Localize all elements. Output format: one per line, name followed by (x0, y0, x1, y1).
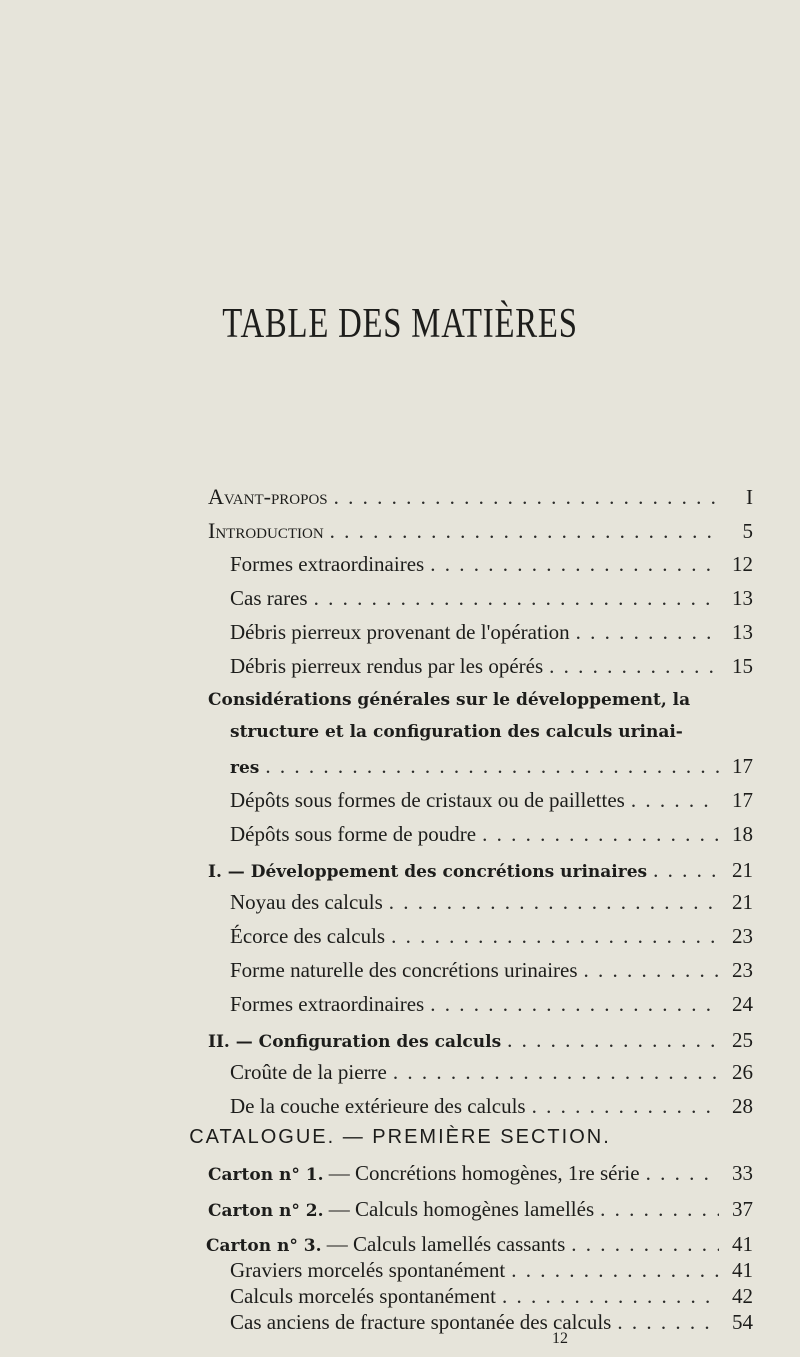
toc-carton-2 (208, 1197, 753, 1222)
toc-entry-page: 26 (732, 1060, 753, 1084)
toc-entry-label: Dépôts sous forme de poudre (230, 822, 477, 846)
toc-entry (230, 1284, 753, 1309)
carton-title: — Calculs homogènes lamellés (323, 1197, 595, 1221)
toc-entry (230, 1258, 753, 1283)
toc-entry (230, 586, 753, 611)
toc-entry-label (206, 1232, 565, 1257)
toc-entry-page: 54 (732, 1310, 753, 1334)
toc-entry-label (208, 1161, 640, 1186)
toc-entry-page: 23 (732, 958, 753, 982)
toc-entry-page: 33 (732, 1161, 753, 1185)
leader-dots (430, 552, 719, 577)
toc-entry-page: I (746, 485, 753, 509)
leader-dots (600, 1197, 719, 1222)
toc-entry-considerations (230, 754, 753, 779)
toc-entry (230, 620, 753, 645)
leader-dots (653, 858, 719, 883)
leader-dots (511, 1258, 719, 1283)
leader-dots (507, 1028, 719, 1053)
toc-entry-page: 17 (732, 754, 753, 778)
toc-entry-label (208, 1197, 594, 1222)
carton-number: Carton n° 2. (208, 1201, 324, 1221)
toc-entry-label: II. — Configuration des calculs (208, 1032, 502, 1052)
toc-entry-label: Croûte de la pierre (230, 1060, 387, 1084)
toc-chapter-2 (208, 1028, 753, 1053)
leader-dots (532, 1094, 719, 1119)
toc-entry-page: 37 (732, 1197, 753, 1221)
toc-entry-page: 41 (732, 1258, 753, 1282)
toc-entry-label: Débris pierreux provenant de l'opération (230, 620, 570, 644)
leader-dots (502, 1284, 719, 1309)
toc-entry-label: Avant-propos (208, 484, 328, 509)
toc-carton-1 (208, 1161, 753, 1186)
toc-heading-line: Considérations générales sur le développement, la (208, 690, 691, 710)
toc-entry-page: 15 (732, 654, 753, 678)
toc-entry-page: 25 (732, 1028, 753, 1052)
leader-dots (549, 654, 719, 679)
toc-entry-label: Formes extraordinaires (230, 992, 425, 1016)
leader-dots (389, 890, 719, 915)
toc-entry-label: res (230, 758, 260, 778)
leader-dots (576, 620, 719, 645)
toc-entry-label: Introduction (208, 518, 324, 543)
leader-dots (631, 788, 719, 813)
toc-entry-avant-propos (208, 484, 753, 510)
toc-entry-label: Cas rares (230, 586, 308, 610)
toc-entry (230, 1094, 753, 1119)
page-title: TABLE DES MATIÈRES (222, 301, 578, 347)
toc-entry-label: Calculs morcelés spontanément (230, 1284, 496, 1308)
toc-entry (230, 890, 753, 915)
toc-entry (230, 1060, 753, 1085)
leader-dots (265, 754, 719, 779)
toc-heading-line: structure et la configuration des calculs urinai- (230, 722, 683, 742)
leader-dots (330, 519, 719, 544)
toc-entry-page: 42 (732, 1284, 753, 1308)
toc-entry (230, 654, 753, 679)
toc-entry-label: Formes extraordinaires (230, 552, 425, 576)
toc-entry-label: Débris pierreux rendus par les opérés (230, 654, 544, 678)
toc-entry-page: 5 (742, 519, 753, 543)
toc-entry-label: Cas anciens de fracture spontanée des calculs (230, 1310, 612, 1334)
leader-dots (571, 1232, 719, 1257)
toc-entry-label: I. — Développement des concrétions urinaires (208, 862, 648, 882)
leader-dots (646, 1161, 719, 1186)
carton-title: — Calculs lamellés cassants (321, 1232, 566, 1256)
toc-entry-page: 23 (732, 924, 753, 948)
toc-entry-page: 12 (732, 552, 753, 576)
page-footer-number: 12 (552, 1330, 568, 1347)
toc-entry (230, 924, 753, 949)
toc-entry-label: Graviers morcelés spontanément (230, 1258, 506, 1282)
toc-entry-label: Dépôts sous formes de cristaux ou de paillettes (230, 788, 625, 812)
leader-dots (482, 822, 719, 847)
toc-entry-page: 41 (732, 1232, 753, 1256)
toc-entry-page: 13 (732, 586, 753, 610)
leader-dots (430, 992, 719, 1017)
toc-carton-3 (206, 1232, 753, 1257)
toc-entry-page: 28 (732, 1094, 753, 1118)
toc-entry (230, 958, 753, 983)
toc-entry-page: 17 (732, 788, 753, 812)
toc-entry (230, 1310, 753, 1335)
toc-chapter-1 (208, 858, 753, 883)
catalogue-heading: CATALOGUE. — PREMIÈRE SECTION. (189, 1126, 611, 1148)
leader-dots (314, 586, 719, 611)
toc-entry-introduction (208, 518, 753, 544)
toc-entry-page: 13 (732, 620, 753, 644)
toc-entry-label: De la couche extérieure des calculs (230, 1094, 526, 1118)
leader-dots (617, 1310, 719, 1335)
toc-entry (230, 822, 753, 847)
toc-entry (230, 552, 753, 577)
leader-dots (584, 958, 719, 983)
toc-entry-label: Forme naturelle des concrétions urinaires (230, 958, 578, 982)
carton-number: Carton n° 3. (206, 1236, 322, 1256)
toc-entry-page: 24 (732, 992, 753, 1016)
toc-entry-page: 21 (732, 858, 753, 882)
toc-entry-page: 18 (732, 822, 753, 846)
toc-entry (230, 788, 753, 813)
leader-dots (393, 1060, 719, 1085)
toc-entry-page: 21 (732, 890, 753, 914)
toc-entry-label: Noyau des calculs (230, 890, 383, 914)
toc-entry (230, 992, 753, 1017)
leader-dots (391, 924, 719, 949)
toc-entry-label: Écorce des calculs (230, 924, 386, 948)
leader-dots (334, 485, 719, 510)
carton-title: — Concrétions homogènes, 1re série (323, 1161, 640, 1185)
carton-number: Carton n° 1. (208, 1165, 324, 1185)
